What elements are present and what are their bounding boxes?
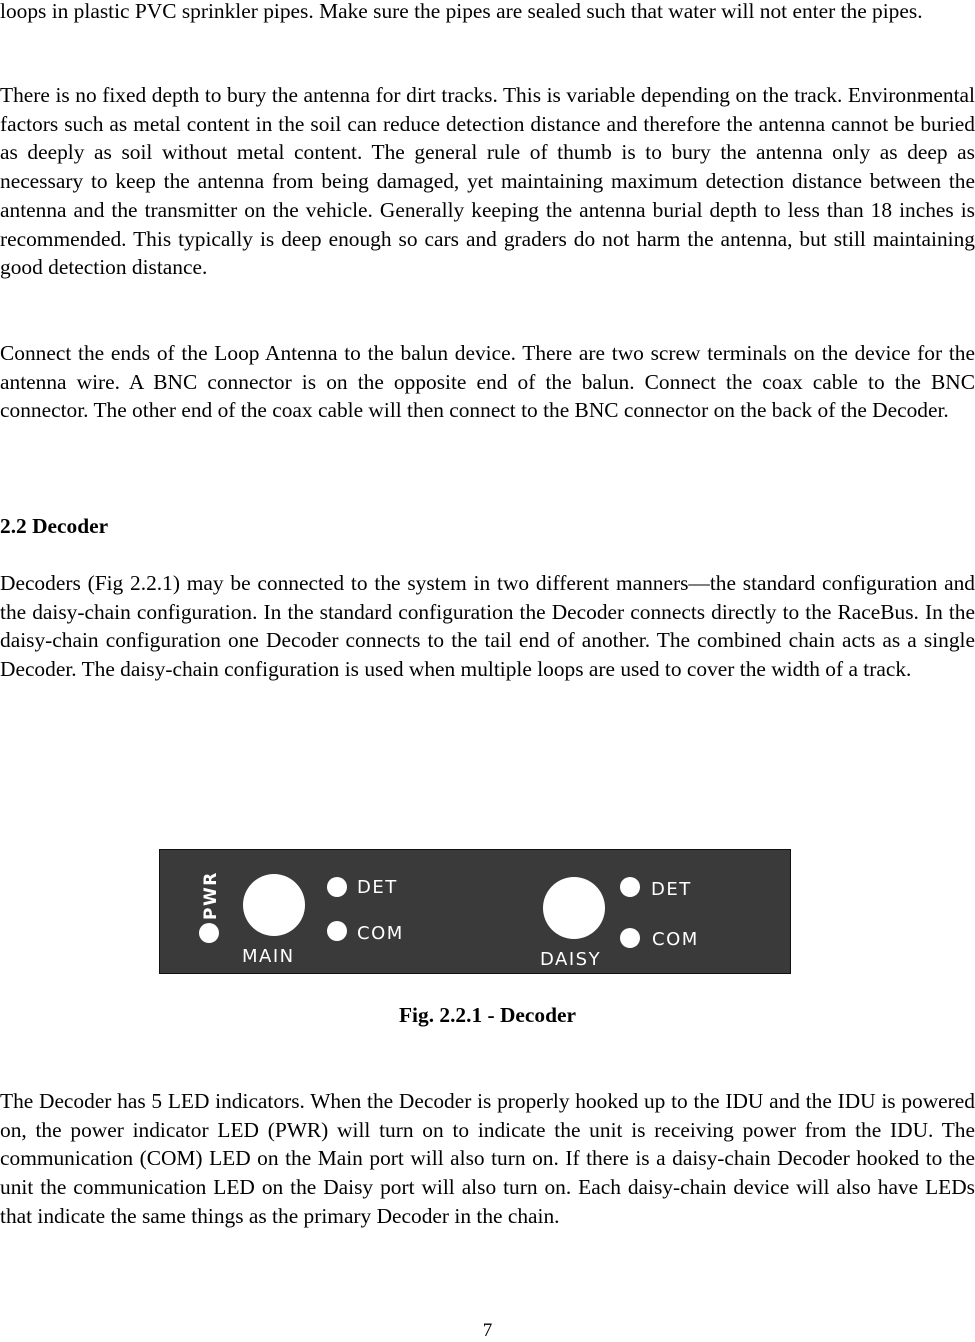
figure-caption: Fig. 2.2.1 - Decoder xyxy=(398,1003,577,1027)
daisy-port-label: DAISY xyxy=(540,949,602,970)
page-number: 7 xyxy=(482,1320,493,1341)
decoder-front-panel-figure xyxy=(159,849,791,974)
paragraph-decoder-configurations: Decoders (Fig 2.2.1) may be connected to the system in two different manners—the standard configuration and the daisy-chain configuration. In the standard configuration the Decoder connects directly to the RaceBus. In the daisy-chain configuration one Decoder connects to the tail end of another. The combined chain acts as a single Decoder. The daisy-chain configuration is used when multiple loops are used to cover the width of a track. xyxy=(0,571,975,682)
paragraph-burial-depth: There is no fixed depth to bury the antenna for dirt tracks. This is variable depending on the track. Environmental factors such as metal content in the soil can reduce detection distance and therefore the antenna cannot be buried as deeply as soil without metal content. The general rule of thumb is to bury the antenna only as deep as necessary to keep the antenna from being damaged, yet maintaining maximum detection distance between the antenna and the transmitter on the vehicle. Generally keeping the antenna burial depth to less than 18 inches is recommended. This typically is deep enough so cars and graders do not harm the antenna, but still maintaining good detection distance. xyxy=(0,83,975,280)
pwr-led xyxy=(199,923,219,943)
main-det-led xyxy=(327,877,347,897)
paragraph-pvc-pipes: loops in plastic PVC sprinkler pipes. Make sure the pipes are sealed such that water will not enter the pipes. xyxy=(0,0,923,23)
paragraph-balun-connection: Connect the ends of the Loop Antenna to the balun device. There are two screw terminals on the device for the antenna wire. A BNC connector is on the opposite end of the balun. Connect the coax cable to the BNC connector. The other end of the coax cable will then connect to the BNC connector on the back of the Decoder. xyxy=(0,341,975,423)
daisy-det-label: DET xyxy=(651,879,692,900)
paragraph-led-indicators: The Decoder has 5 LED indicators. When the Decoder is properly hooked up to the IDU and the IDU is powered on, the power indicator LED (PWR) will turn on to indicate the unit is receiving power from the IDU. The communication (COM) LED on the Main port will also turn on. If there is a daisy-chain Decoder hooked to the unit the communication LED on the Daisy port will also turn on. Each daisy-chain device will also have LEDs that indicate the same things as the primary Decoder in the chain. xyxy=(0,1089,975,1228)
daisy-port-connector xyxy=(543,877,605,939)
main-det-label: DET xyxy=(357,877,398,898)
section-heading-decoder: 2.2 Decoder xyxy=(0,514,109,538)
main-com-label: COM xyxy=(357,923,404,944)
main-port-connector xyxy=(243,874,305,936)
main-port-label: MAIN xyxy=(242,946,295,967)
daisy-com-led xyxy=(620,928,640,948)
daisy-com-label: COM xyxy=(652,929,699,950)
main-com-led xyxy=(327,921,347,941)
daisy-det-led xyxy=(620,877,640,897)
pwr-label: PWR xyxy=(201,871,221,920)
